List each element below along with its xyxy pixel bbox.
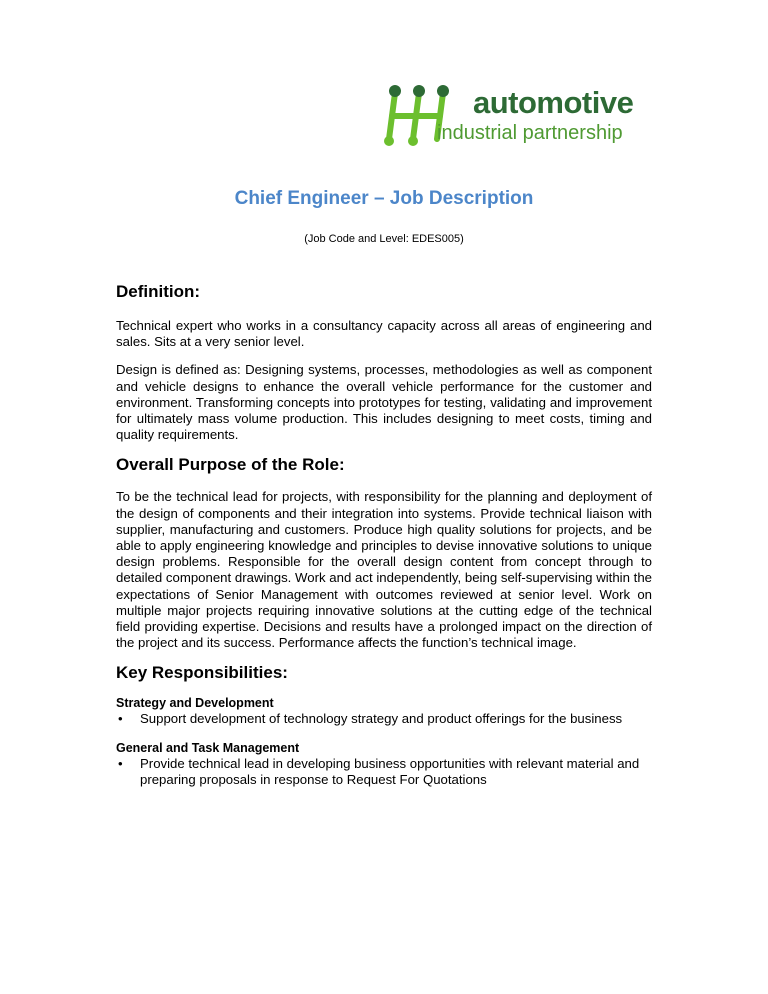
- responsibility-group-title: General and Task Management: [116, 740, 300, 755]
- responsibilities-section: [116, 663, 652, 788]
- definition-paragraph-2: Design is defined as: Designing systems, processes, methodologies as well as component and vehicle designs to enhance the overall vehicle performance for the customer and environment. Transforming concepts into prototypes for testing, validating and improvement for ultimately mass volume production. This includes designing to meet costs, timing and quality requirements.: [116, 362, 652, 443]
- responsibility-list: [116, 711, 652, 727]
- logo-tagline: industrial partnership: [437, 122, 623, 144]
- list-item: • Support development of technology strategy and product offerings for the business: [116, 711, 652, 727]
- definition-section: [116, 282, 652, 443]
- purpose-heading: Overall Purpose of the Role:: [116, 455, 345, 475]
- purpose-section: [116, 455, 652, 651]
- list-item: • Provide technical lead in developing business opportunities with relevant material and preparing proposals in response to Request For Quotations: [116, 756, 652, 788]
- responsibility-group-title: Strategy and Development: [116, 696, 274, 711]
- definition-paragraph-1: Technical expert who works in a consultancy capacity across all areas of engineering and sales. Sits at a very senior level.: [116, 318, 652, 350]
- definition-heading: Definition:: [116, 282, 201, 301]
- responsibility-list: [116, 756, 652, 788]
- responsibilities-heading: Key Responsibilities:: [116, 663, 288, 683]
- purpose-paragraph: To be the technical lead for projects, with responsibility for the planning and deployment of the design of components and their integration into systems. Provide technical liaison with supplier, manufacturing and customers. Produce high quality solutions for projects, and be able to apply engineering knowledge and principles to devise innovative solutions to unique design problems. Responsible for the overall design content from concept through to detailed component drawings. Work and act independently, being self-supervising within the expectations of Senior Management with outcomes reviewed at senior level. Work on multiple major projects requiring innovative solutions at the cutting edge of the technical field providing expertise. Decisions and results have a prolonged impact on the direction of the project and its success. Performance affects the function’s technical image.: [116, 489, 652, 651]
- document-title: Chief Engineer – Job Description: [234, 188, 534, 209]
- document-body: [116, 282, 652, 797]
- company-logo: [383, 83, 653, 153]
- logo-wordmark: automotive: [473, 85, 634, 120]
- job-code: (Job Code and Level: EDES005): [304, 233, 464, 245]
